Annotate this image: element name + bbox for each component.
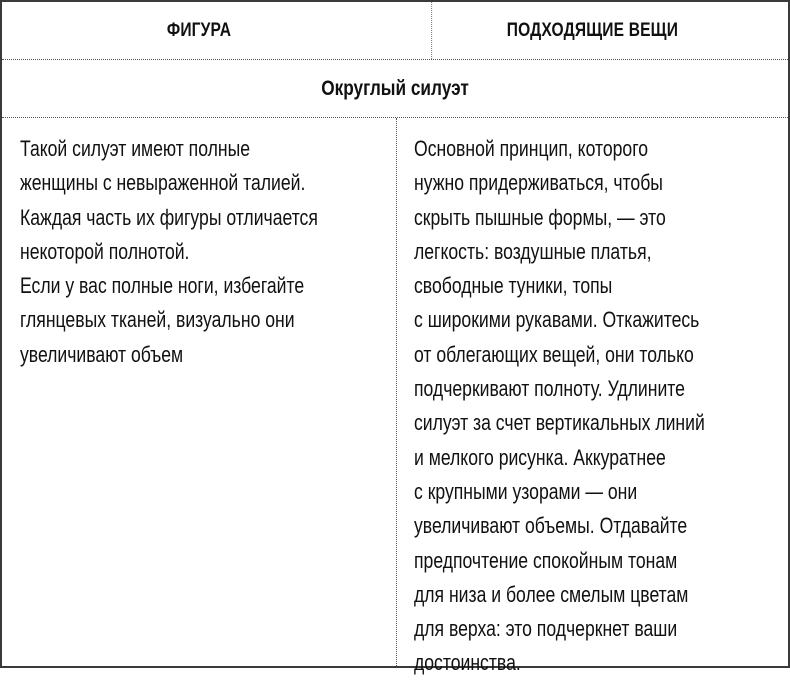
- text-line: нужно придерживаться, чтобы: [414, 170, 663, 196]
- column-header-figure: ФИГУРА: [166, 19, 232, 41]
- suitable-items-text: [414, 132, 778, 681]
- column-header-suitable-items: ПОДХОДЯЩИЕ ВЕЩИ: [431, 2, 752, 59]
- text-line: и мелкого рисунка. Аккуратнее: [414, 444, 666, 470]
- text-line: легкость: воздушные платья,: [414, 238, 652, 264]
- text-line: увеличивают объемы. Отдавайте: [414, 513, 688, 539]
- suitable-items-cell: [396, 118, 788, 676]
- section-title: [2, 60, 788, 117]
- text-line: Основной принцип, которого: [414, 136, 649, 161]
- section-row: [2, 60, 788, 118]
- text-line: предпочтение спокойным тонам: [414, 547, 678, 573]
- text-line: увеличивают объем: [20, 341, 184, 367]
- text-line: достоинства.: [414, 650, 521, 676]
- table-row: [2, 118, 788, 676]
- text-line: с широкими рукавами. Откажитесь: [414, 307, 700, 333]
- section-title-text: Округлый силуэт: [321, 76, 469, 100]
- text-line: Если у вас полные ноги, избегайте: [20, 273, 305, 299]
- text-line: для верха: это подчеркнет ваши: [414, 616, 678, 642]
- text-line: глянцевых тканей, визуально они: [20, 307, 295, 333]
- text-line: женщины с невыраженной талией.: [20, 170, 306, 196]
- figure-description-text: [20, 132, 392, 372]
- text-line: свободные туники, топы: [414, 273, 613, 299]
- text-line: с крупными узорами — они: [414, 478, 638, 504]
- header-row: [2, 2, 788, 60]
- text-line: подчеркивают полноту. Удлините: [414, 376, 685, 402]
- text-line: скрыть пышные формы, — это: [414, 204, 666, 230]
- text-line: силуэт за счет вертикальных линий: [414, 410, 705, 436]
- figure-description-cell: [2, 118, 396, 666]
- text-line: некоторой полнотой.: [20, 238, 190, 264]
- text-line: Каждая часть их фигуры отличается: [20, 204, 318, 230]
- text-line: Такой силуэт имеют полные: [20, 136, 251, 161]
- text-line: для низа и более смелым цветам: [414, 581, 689, 607]
- text-line: от облегающих вещей, они только: [414, 341, 694, 367]
